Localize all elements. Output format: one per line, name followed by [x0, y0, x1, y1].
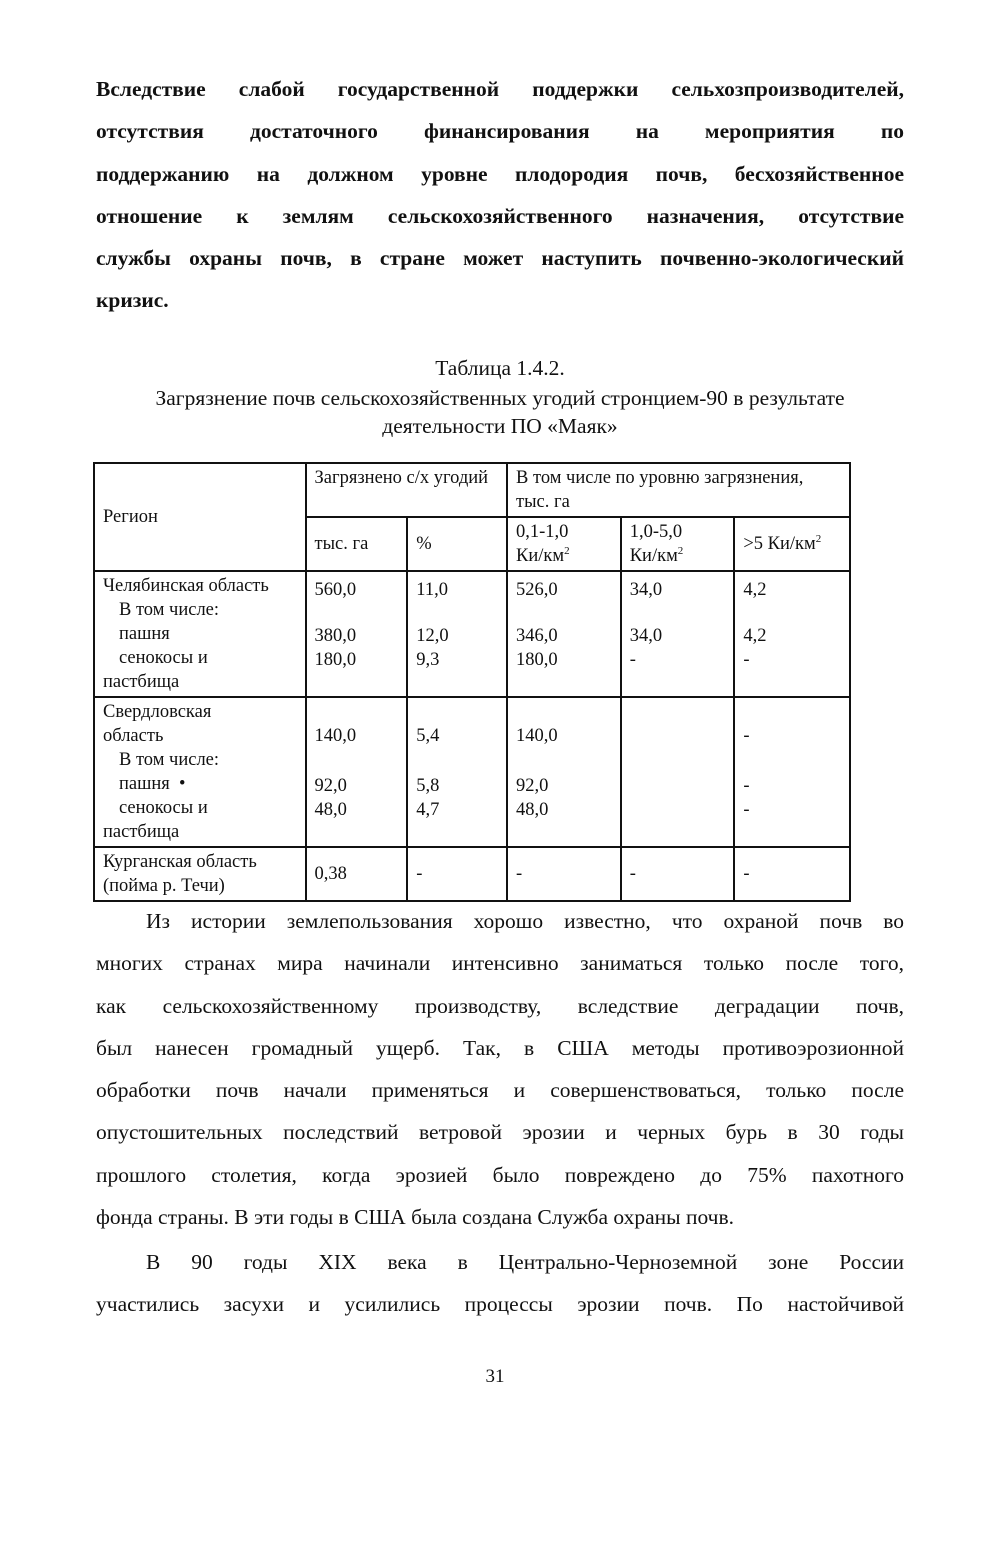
header-level-1 — [507, 517, 621, 571]
cell-level-3 — [734, 697, 850, 847]
region-kurgan — [94, 847, 306, 901]
value: 9,3 — [416, 650, 440, 670]
unit-superscript: 2 — [815, 532, 822, 545]
header-polluted: Загрязнено с/х угодий — [306, 463, 507, 517]
cell-thousand-ha — [306, 571, 408, 697]
header-by-level: В том числе по уровню загрязнения, тыс. га — [507, 463, 850, 517]
value: 48,0 — [516, 800, 549, 820]
level1-range: 0,1-1,0 — [516, 522, 569, 542]
text-line: был нанесен громадный ущерб. Так, в США методы противоэрозионной — [96, 1035, 904, 1060]
region-pasture: пастбища — [103, 672, 180, 692]
paragraph-intro — [96, 68, 904, 322]
paragraph-history — [96, 900, 904, 1238]
text-line: опустошительных последствий ветровой эрозии и черных бурь в 30 годы — [96, 1120, 904, 1145]
cell-level-3: - — [734, 847, 850, 901]
value: 12,0 — [416, 626, 449, 646]
text-line: службы охраны почв, в стране может наступить почвенно-экологический — [96, 246, 904, 271]
value: 346,0 — [516, 626, 558, 646]
text-line: В 90 годы XIX века в Центрально-Черноземной зоне России — [146, 1250, 904, 1274]
cell-level-1: - — [507, 847, 621, 901]
level2-range: 1,0-5,0 — [629, 522, 683, 542]
region-arable: пашня — [119, 774, 170, 794]
region-name: Свердловская — [103, 702, 212, 722]
text-line: Из истории землепользования хорошо известно, что охраной почв во — [146, 909, 904, 933]
text-line: фонда страны. В эти годы в США была создана Служба охраны почв. — [96, 1205, 735, 1230]
value: - — [743, 800, 750, 820]
level2-unit: Ки/км — [629, 546, 678, 566]
region-pasture: пастбища — [103, 822, 180, 842]
value: 34,0 — [629, 626, 663, 646]
bullet-mark: • — [179, 774, 186, 794]
region-hay: сенокосы и — [119, 798, 208, 818]
value: - — [743, 650, 750, 670]
text-line: участились засухи и усилились процессы эрозии почв. По настойчивой — [96, 1292, 904, 1317]
value: 34,0 — [629, 580, 663, 600]
value: 4,7 — [416, 800, 440, 820]
cell-percent — [407, 571, 507, 697]
value: 4,2 — [743, 626, 767, 646]
value: 48,0 — [314, 800, 347, 820]
cell-percent: - — [407, 847, 507, 901]
text-line: обработки почв начали применяться и совершенствоваться, только после — [96, 1078, 904, 1103]
text-line: кризис. — [96, 288, 169, 313]
value: - — [743, 726, 750, 746]
contamination-table — [93, 462, 851, 902]
page-number: 31 — [485, 1366, 505, 1387]
table-caption-title-line2: деятельности ПО «Маяк» — [382, 414, 618, 438]
header-level-3 — [734, 517, 850, 571]
cell-level-1 — [507, 697, 621, 847]
text-line: отношение к землям сельскохозяйственного назначения, отсутствие — [96, 203, 904, 228]
region-incl: В том числе: — [119, 600, 220, 620]
header-level-2 — [621, 517, 735, 571]
cell-level-3 — [734, 571, 850, 697]
text-line: как сельскохозяйственному производству, вследствие деградации почв, — [96, 993, 904, 1018]
value: - — [743, 776, 750, 796]
value: 526,0 — [516, 580, 558, 600]
region-chelyabinsk — [94, 571, 306, 697]
region-name: (пойма р. Течи) — [103, 876, 225, 896]
value: 140,0 — [314, 726, 357, 746]
cell-level-1 — [507, 571, 621, 697]
cell-thousand-ha — [306, 697, 408, 847]
value: 380,0 — [314, 626, 357, 646]
header-percent: % — [407, 517, 507, 571]
text-line: отсутствия достаточного финансирования на мероприятия по — [96, 119, 904, 144]
header-region: Регион — [94, 463, 306, 571]
table-row — [94, 571, 850, 697]
region-arable-line — [103, 772, 297, 796]
value: 92,0 — [314, 776, 347, 796]
table-row — [94, 697, 850, 847]
cell-level-2 — [621, 697, 735, 847]
cell-thousand-ha: 0,38 — [306, 847, 408, 901]
region-incl: В том числе: — [119, 750, 220, 770]
region-name: Курганская область — [103, 852, 257, 872]
value: 140,0 — [516, 726, 558, 746]
region-sverdlovsk — [94, 697, 306, 847]
value: 11,0 — [416, 580, 448, 600]
region-arable: пашня — [119, 624, 170, 644]
region-hay: сенокосы и — [119, 648, 208, 668]
cell-percent — [407, 697, 507, 847]
table-row — [94, 847, 850, 901]
value: 92,0 — [516, 776, 549, 796]
header-thousand-ha: тыс. га — [306, 517, 408, 571]
table-caption-title-line1: Загрязнение почв сельскохозяйственных угодий стронцием-90 в результате — [155, 386, 845, 410]
cell-level-2: - — [621, 847, 735, 901]
value: 5,8 — [416, 776, 440, 796]
unit-superscript: 2 — [677, 544, 684, 557]
value: 5,4 — [416, 726, 440, 746]
value: 180,0 — [516, 650, 558, 670]
text-line: Вследствие слабой государственной поддержки сельхозпроизводителей, — [96, 77, 904, 101]
value: 4,2 — [743, 580, 767, 600]
region-name: Челябинская область — [103, 576, 269, 596]
text-line: поддержанию на должном уровне плодородия почв, бесхозяйственное — [96, 161, 904, 186]
paragraph-russia — [96, 1241, 904, 1326]
region-name: область — [103, 726, 164, 746]
value: 180,0 — [314, 650, 357, 670]
table-caption-number: Таблица 1.4.2. — [435, 356, 565, 380]
text-line: многих странах мира начинали интенсивно заниматься только после того, — [96, 951, 904, 976]
text-line: прошлого столетия, когда эрозией было повреждено до 75% пахотного — [96, 1162, 904, 1187]
level1-unit: Ки/км — [516, 546, 565, 566]
unit-superscript: 2 — [564, 544, 570, 557]
level3-label: >5 Ки/км — [743, 534, 816, 554]
table-header-row — [94, 463, 850, 517]
cell-level-2 — [621, 571, 735, 697]
value: 560,0 — [314, 580, 357, 600]
value: - — [629, 650, 636, 670]
